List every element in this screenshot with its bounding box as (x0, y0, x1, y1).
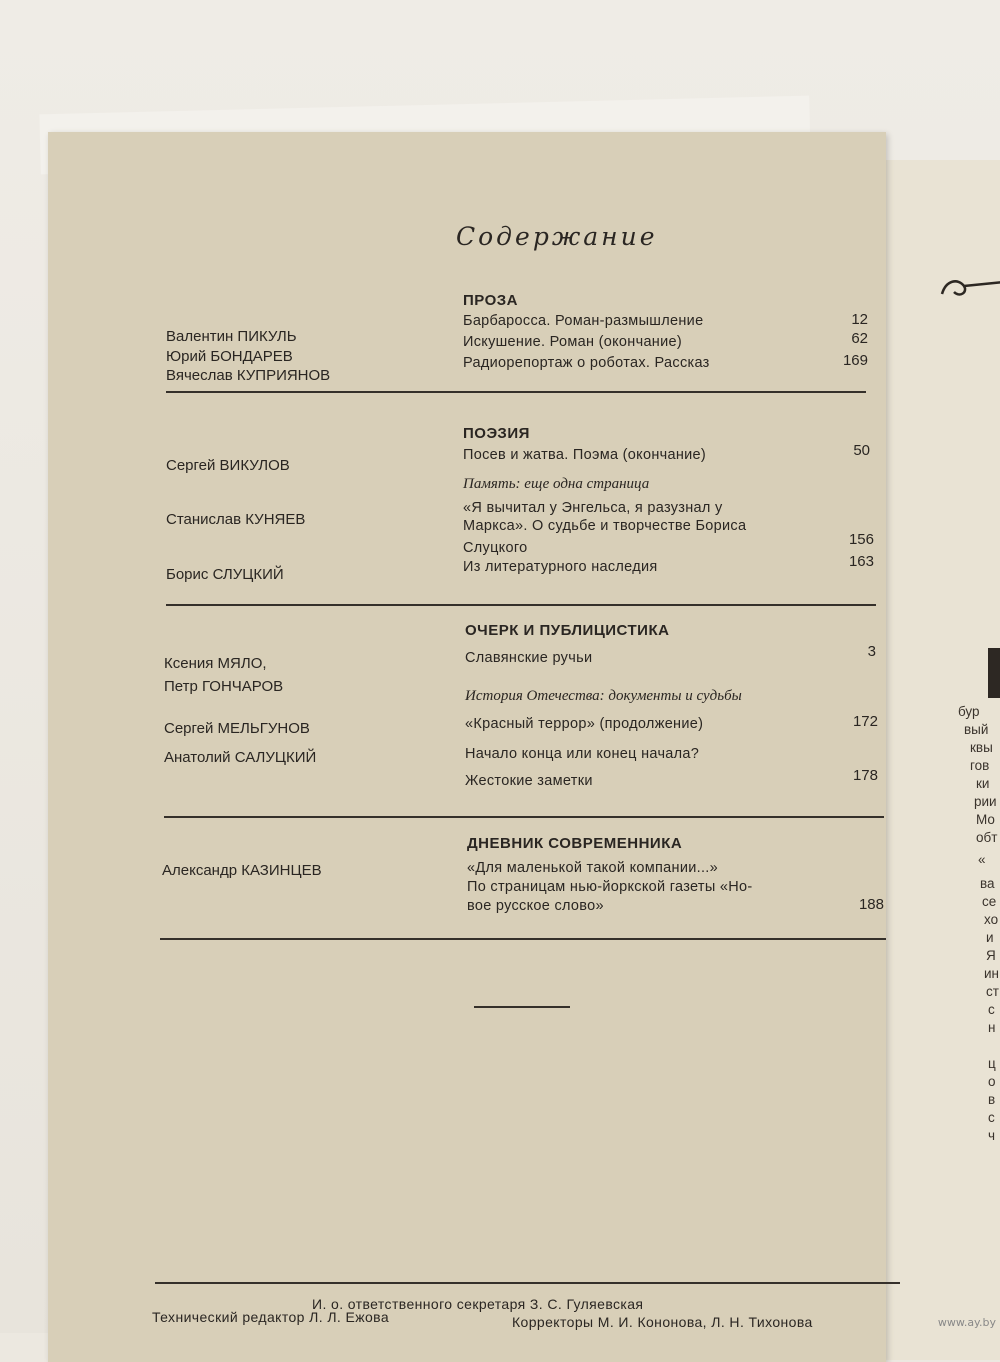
page-number: 50 (853, 442, 870, 459)
page-number: 12 (851, 311, 868, 328)
section-heading: ПРОЗА (463, 292, 518, 309)
entry-title: «Красный террор» (продолжение) (465, 716, 704, 732)
author: Валентин ПИКУЛЬ (166, 328, 297, 345)
adjacent-text: ки (976, 776, 990, 791)
page-number: 3 (867, 643, 876, 660)
footer-tech-editor: Технический редактор Л. Л. Ежова (152, 1309, 390, 1325)
entry-title-line: «Для маленькой такой компании...» (467, 860, 718, 876)
adjacent-text: квы (970, 740, 993, 755)
page-number: 163 (848, 553, 874, 570)
author: Сергей МЕЛЬГУНОВ (164, 720, 310, 737)
adjacent-text: ст (986, 984, 999, 999)
adjacent-text: бур (958, 704, 980, 719)
entry-title-line: «Я вычитал у Энгельса, я разузнал у (463, 500, 723, 516)
adjacent-text: ч (988, 1128, 996, 1143)
adjacent-text: се (982, 894, 997, 909)
adjacent-text: с (988, 1002, 995, 1017)
adjacent-text: ин (984, 966, 999, 981)
page-title: Содержание (456, 222, 658, 251)
adjacent-text: вый (964, 722, 989, 737)
adjacent-text: обт (976, 830, 998, 845)
end-rule (474, 1006, 570, 1008)
entry-title: Посев и жатва. Поэма (окончание) (463, 447, 707, 463)
page-number: 156 (848, 531, 874, 548)
adjacent-text: Я (986, 948, 996, 963)
section-divider (166, 391, 866, 393)
entry-title-line: вое русское слово» (467, 898, 604, 914)
author: Сергей ВИКУЛОВ (166, 457, 290, 474)
footer-rule (155, 1282, 900, 1284)
author: Станислав КУНЯЕВ (166, 511, 306, 528)
ornament-icon (938, 272, 1000, 302)
section-divider (160, 938, 886, 940)
author: Александр КАЗИНЦЕВ (162, 862, 322, 879)
author: Юрий БОНДАРЕВ (166, 348, 293, 365)
adjacent-text: о (988, 1074, 996, 1089)
entry-title: Искушение. Роман (окончание) (463, 334, 683, 350)
entry-title-line: Слуцкого (463, 540, 528, 556)
adjacent-text: в (988, 1092, 996, 1107)
page-number: 172 (852, 713, 878, 730)
page-number: 169 (842, 352, 868, 369)
adjacent-text: Мо (976, 812, 995, 827)
adjacent-text: ва (980, 876, 995, 891)
page-number: 178 (852, 767, 878, 784)
subheading: Память: еще одна страница (463, 476, 650, 492)
entry-title-line: По страницам нью-йоркской газеты «Но- (467, 879, 753, 895)
entry-title: Из литературного наследия (463, 559, 658, 575)
adjacent-text: « (978, 852, 986, 867)
adjacent-text: хо (984, 912, 999, 927)
section-heading: ОЧЕРК И ПУБЛИЦИСТИКА (465, 622, 670, 639)
entry-title: Жестокие заметки (465, 773, 593, 789)
author: Борис СЛУЦКИЙ (166, 566, 284, 583)
entry-title-line: Маркса». О судьбе и творчестве Бориса (463, 518, 747, 534)
author: Петр ГОНЧАРОВ (164, 678, 284, 695)
section-divider (166, 604, 876, 606)
entry-title: Барбаросса. Роман-размышление (463, 313, 704, 329)
adjacent-text: с (988, 1110, 995, 1125)
section-heading: ПОЭЗИЯ (463, 425, 530, 442)
entry-title: Начало конца или конец начала? (465, 746, 700, 762)
footer-proofreaders: Корректоры М. И. Кононова, Л. Н. Тихонова (512, 1314, 813, 1330)
adjacent-page-initial (988, 648, 1000, 698)
adjacent-text: н (988, 1020, 996, 1035)
adjacent-text: гов (970, 758, 990, 773)
section-divider (164, 816, 884, 818)
author: Анатолий САЛУЦКИЙ (164, 749, 317, 766)
entry-title: Славянские ручьи (465, 650, 593, 666)
adjacent-text: ц (988, 1056, 996, 1071)
author: Ксения МЯЛО, (164, 655, 267, 672)
subheading: История Отечества: документы и судьбы (465, 688, 742, 704)
footer-secretary: И. о. ответственного секретаря З. С. Гуляевская (312, 1296, 644, 1312)
page-number: 62 (851, 330, 868, 347)
watermark: www.ay.by (937, 1316, 996, 1329)
adjacent-text: и (986, 930, 994, 945)
section-heading: ДНЕВНИК СОВРЕМЕННИКА (467, 835, 683, 852)
entry-title: Радиорепортаж о роботах. Рассказ (463, 355, 710, 371)
author: Вячеслав КУПРИЯНОВ (166, 367, 331, 384)
page-number: 188 (858, 896, 884, 913)
adjacent-text: рии (974, 794, 997, 809)
